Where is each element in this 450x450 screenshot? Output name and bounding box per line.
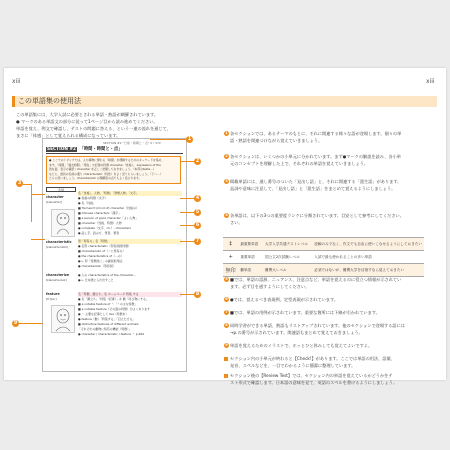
callout-3: 3 <box>17 181 22 186</box>
callout-leader <box>23 184 31 185</box>
table-row <box>223 264 424 277</box>
explanation-line: ■では、単語の語源、ニュアンス、注意点など、単語を覚えるのに役立つ情報が示されてい <box>230 277 402 282</box>
explanation-line: 掲載単語には、通し番号のついた「見出し語」と、それに関連する「派生語」があります。 <box>230 179 402 184</box>
callout-leader <box>31 184 32 222</box>
rank-level: 最重要単語 <box>238 238 263 251</box>
entry-definition: 「それぞれの動物に特有の機能（特徴）」 <box>78 327 132 331</box>
callout-9: 9 <box>13 321 18 326</box>
section-title: この単語集の使用法 <box>12 96 437 107</box>
note-marker <box>224 374 228 378</box>
intro-paragraph <box>16 111 196 139</box>
entry-definition: ■ He hasn't (mind of) character（性格の） <box>78 206 139 210</box>
explanation-line: 各単語は、以下の3つの重要度ランクに分類されています。目安として参考にしてください。 <box>230 213 404 218</box>
intro-line: まさに「体感」として覚えられる構成になっています。 <box>16 133 121 138</box>
entry-definition: ■ a person of good character「よい人物」 <box>78 216 139 220</box>
entry-definition: 名「特徴、顔立ち」名 ホームページ 特集 する <box>78 292 182 297</box>
rank-exam: 難関大レベル <box>263 264 312 277</box>
explanation-number: 6 <box>225 297 228 301</box>
rank-level: 重要単語 <box>238 251 263 264</box>
rank-description: 必須ではないが、難関大学を目指すなら覚えておきたい <box>312 264 424 277</box>
explanation-block-5 <box>225 276 402 290</box>
entry-definition: ● complete（文字、ch.）, characters <box>78 226 131 230</box>
entry-word: character <box>46 195 64 199</box>
callout-leader <box>180 212 194 213</box>
explanation-line: さい。 <box>230 220 243 225</box>
rank-mark: 無印 <box>223 264 238 277</box>
entry-pronunciation: [kǽrəktəràɪz] <box>46 278 67 282</box>
callout-leader <box>31 194 45 195</box>
entry-pronunciation: [fíːtʃər] <box>46 297 57 301</box>
callout-4: 4 <box>195 196 200 201</box>
sample-section-header <box>46 146 183 154</box>
table-row <box>223 238 424 251</box>
explanation-number: 1 <box>225 131 228 135</box>
note-check <box>230 355 395 369</box>
page-number-left: xiii <box>12 78 21 85</box>
explanation-block-7 <box>225 309 380 316</box>
explanation-number: 8 <box>225 323 228 327</box>
entry-definition: ■ character（性格、特徴）人物 <box>78 221 122 225</box>
rank-description: 入試で最も使われることの多い単語 <box>312 251 424 264</box>
callout-leader <box>180 225 194 226</box>
entry-definition: ● the characteristics of（…の） <box>78 254 124 258</box>
entry-illustration <box>51 209 75 237</box>
callout-8: 8 <box>195 292 200 297</box>
table-row <box>223 251 424 264</box>
entry-definition: ■ characteristic of（〜に特有の） <box>78 249 126 253</box>
intro-line: ● マークのある単語文の部分に従って1ページ目から読み進めてください。 <box>16 119 158 124</box>
sample-page <box>42 138 187 372</box>
callout-leader <box>150 139 186 140</box>
entry-definition: ● 〜 主要な記事として fea（特徴を） <box>78 312 129 316</box>
sample-section-tag: SECTION #2 <box>47 147 77 152</box>
explanation-line: 各セクションでは、あるテーマのもとに、それに関連する様々な語が登場します。個々の単 <box>230 131 402 136</box>
entry-pronunciation: [kǽrəktər] <box>46 200 63 204</box>
entry-word: feature <box>46 292 60 296</box>
note-line: セクション内の小単元が終わると【Check!】があります。ここでは単語の用法、語彙、 <box>230 356 395 361</box>
explanation-number: 5 <box>225 277 228 281</box>
explanation-block-2 <box>225 153 401 167</box>
explanation-line: ●では、覚えるべき表現例、定型表現が示されています。 <box>230 297 339 302</box>
entry-word: characterize <box>46 273 70 277</box>
entry-definition: 名「性格」、人物、「特徴」「登場人物」「文字」 <box>78 191 182 196</box>
entry-definition: ■ distinctive features of different animals <box>78 322 139 326</box>
entry-definition: ● 名「顔立ち」「特集（記事）」を 動「呼び物にする」 <box>78 297 149 301</box>
sample-box-line: 的な面、表示の確認 / character を正しく把握しておきましょう。（本部のtexta…） <box>49 167 156 172</box>
sample-intro-box <box>46 156 181 184</box>
intro-line: この単語集には、大学入試に必要とされる単語・熟語が網羅されています。 <box>16 112 159 117</box>
entry-definition: 形「特有の」名「特徴」 <box>78 239 182 244</box>
entry-definition: ■ a notable feature（その面の特徴）がよくあります <box>78 307 150 311</box>
explanation-number: 9 <box>225 343 228 347</box>
entry-definition: ● 性格の特徴（文字） <box>78 196 108 200</box>
explanation-number: 7 <box>225 310 228 314</box>
sample-box-line: などに、最初の名前の通り characteristic（特性）をよく見てもらいましょう。（下へ…） <box>49 171 163 176</box>
explanation-block-6 <box>225 296 339 303</box>
rank-exam: 大学入学共通テストレベル <box>263 238 312 251</box>
sample-running-head: SECTION #2 "日常・時間と・点" 0 / 372 <box>103 141 161 145</box>
explanation-line: 元のコンセプトを理解した上で、それぞれの単語を覚えていきましょう。 <box>230 161 369 166</box>
explanation-line: 品詞や意味に注意して、「見出し語」と「派生語」をまとめて覚えるようにしましょう。 <box>230 186 396 191</box>
rank-level: 難単語 <box>238 264 263 277</box>
sample-box-line: ● ここでのトピックでは、人や事物に関わる「時間」を理解するためのキーワードを集め、 <box>49 158 164 162</box>
note-line: 発音、スペルなどを、一目でわかるように簡潔に整理しています。 <box>230 363 356 368</box>
sample-section-title: 「時間・時間と・点」 <box>79 147 123 152</box>
callout-2: 2 <box>195 159 200 164</box>
entry-definition: ■ Chinese characters「漢字」 <box>78 211 122 215</box>
page-number-right: xiii <box>426 78 435 85</box>
entry-definition: ● ← 形「特徴的に」の副詞的用法 <box>78 259 123 263</box>
entry-definition: ● 話し手、読み方、筆者、著者 <box>78 231 120 235</box>
explanation-block-9 <box>225 342 373 349</box>
explanation-line: ■では、単語の用例が示されています。重要な箇所には下線が引かれています。 <box>230 310 380 315</box>
entry-definition: ● feature（動）「特集する」「目立たせる」 <box>78 317 136 321</box>
callout-7: 7 <box>195 239 200 244</box>
explanation-number: 2 <box>225 154 228 158</box>
explanation-line: →p.の番号が示されています。関連語もまとめて覚えておきましょう。 <box>230 330 363 335</box>
entry-definition: ● characteristic（形容詞） <box>78 264 116 268</box>
note-review-test <box>230 372 397 386</box>
callout-leader <box>180 294 194 295</box>
explanation-line: 各セクションは、いくつかの小単元に分かれています。まず●マークの解説を読み、各小単 <box>230 154 401 159</box>
callout-leader <box>180 198 194 199</box>
entry-definition: ■ a notable feature of 〜「〜の主な特徴」 <box>78 302 138 306</box>
callout-leader <box>31 239 45 240</box>
explanation-block-8 <box>225 322 405 336</box>
entry-word: characteristic <box>46 240 72 244</box>
note-line: スト形式で確認します。日本語の意味を見て、英語のスペルを書けるようにしましょう。 <box>230 380 398 385</box>
rank-description: 読解のみでなく、作文でも自由に使いこなせるようにしておきたい <box>312 238 424 251</box>
explanation-line: 語・熟語を関連づけながら覚えていきましょう。 <box>230 138 323 143</box>
explanation-line: ます。必ず目を通すようにしてください。 <box>230 284 310 289</box>
callout-5: 5 <box>195 210 200 215</box>
rank-exam: 国公立2次試験レベル <box>263 251 312 264</box>
explanation-number: 4 <box>225 213 228 217</box>
sample-box-line: ともに使いましょう。characteristic の理解度の点でもよく役立ちます。 <box>49 176 142 181</box>
callout-leader <box>19 323 43 324</box>
entry-definition: ● ← 日本語に入れ出すこと <box>78 278 114 282</box>
sample-gloss-label: 名詞 <box>46 187 76 192</box>
entry-definition: ● 人の characteristics of the character… <box>78 273 137 277</box>
entry-definition: ● 名「性格」 <box>78 201 96 205</box>
entry-definition: ● 名形 characteristic（形容詞的特徴） <box>78 244 131 248</box>
callout-leader <box>181 161 194 162</box>
entry-illustration <box>51 305 75 333</box>
explanation-line: 同時学習ができる単語、熟語もリストアップされています。他のセクションで登場する語には <box>230 323 405 328</box>
entry-definition: ● character / characteristic / feature 〜 p.284 <box>78 332 145 336</box>
explanation-block-3 <box>225 178 402 192</box>
rank-mark: + <box>223 251 238 264</box>
sample-box-line: ます。「時間」「過去時間」「現在」や記憶の特徴 character（性格）」 expression of the <box>49 162 161 167</box>
explanation-line: 単語を覚えるためのイラストで、ホッとひと休みしても覚えてよいですよ。 <box>230 343 373 348</box>
note-marker <box>224 357 228 361</box>
intro-line: 単語を覚え、例文で確認し、テストの問題に答える、という一連の流れを通じて、 <box>16 126 171 131</box>
explanation-block-1 <box>225 130 402 144</box>
callout-leader <box>180 241 194 242</box>
callout-6: 6 <box>195 223 200 228</box>
rank-mark: ‡ <box>223 238 238 251</box>
importance-rank-table <box>223 237 424 277</box>
explanation-block-4 <box>225 212 404 226</box>
entry-pronunciation: [kæ̀rəktərístik] <box>46 245 69 249</box>
explanation-number: 3 <box>225 179 228 183</box>
callout-1: 1 <box>187 137 192 142</box>
note-line: セクション後の【Review Test】では、セクション内の単語を覚えているかどうかをテ <box>230 373 393 378</box>
